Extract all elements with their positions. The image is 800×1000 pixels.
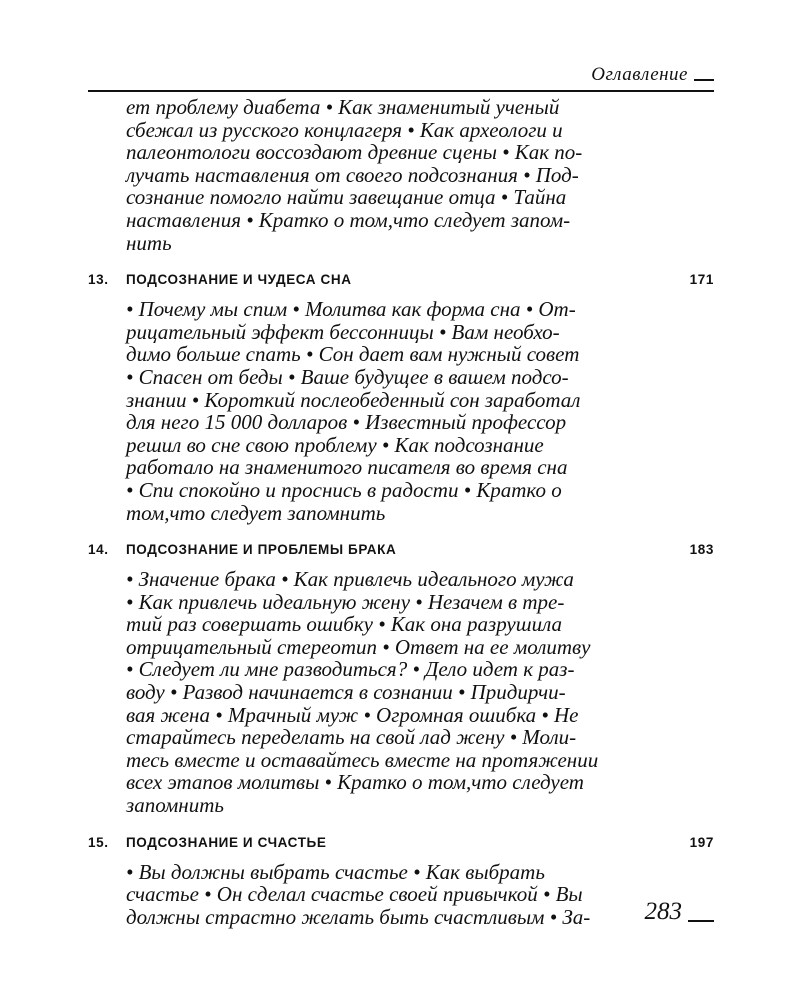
text-line: • Следует ли мне разводиться? • Дело идет к раз- <box>126 657 575 682</box>
chapter-number: 14. <box>88 542 109 558</box>
page-number: 283 <box>644 898 682 925</box>
text-line: рицательный эффект бессонницы • Вам необхо- <box>126 319 560 344</box>
text-line: решил во сне свою проблему • Как подсознание <box>126 432 544 457</box>
text-line: ет проблему диабета • Как знаменитый ученый <box>126 95 560 119</box>
footer-dash <box>688 920 714 922</box>
text-line: наставления • Кратко о том,что следует запом- <box>126 207 571 232</box>
text-line: должны страстно желать быть счастливым • За- <box>126 904 591 929</box>
text-line: сознание помогло найти завещание отца • Тайна <box>126 185 567 210</box>
running-head: Оглавление <box>591 64 688 85</box>
intro-paragraph <box>126 96 714 254</box>
text-line: тесь вместе и оставайтесь вместе на протяжении <box>126 747 599 772</box>
chapter-page: 197 <box>689 834 714 850</box>
text-line: всех этапов молитвы • Кратко о том,что следует <box>126 770 584 795</box>
text-line: нить <box>126 230 172 255</box>
chapter-heading[interactable] <box>88 542 714 568</box>
chapter-heading[interactable] <box>88 272 714 298</box>
text-line: • Спасен от беды • Ваше будущее в вашем подсо- <box>126 364 569 389</box>
chapter-page: 171 <box>689 272 714 288</box>
text-line: для него 15 000 долларов • Известный профессор <box>126 410 567 435</box>
chapter-number: 13. <box>88 272 109 288</box>
text-line: старайтесь переделать на свой лад жену • Моли- <box>126 725 577 750</box>
chapter-heading[interactable] <box>88 835 714 861</box>
text-line: отрицательный стереотип • Ответ на ее молитву <box>126 634 591 659</box>
chapter-number: 15. <box>88 834 109 850</box>
text-line: лучать наставления от своего подсознания • Под- <box>126 162 579 187</box>
chapter-title: ПОДСОЗНАНИЕ И СЧАСТЬЕ <box>126 834 327 850</box>
toc-body <box>88 96 714 928</box>
text-line: счастье • Он сделал счастье своей привычкой • Вы <box>126 882 583 907</box>
text-line: • Вы должны выбрать счастье • Как выбрать <box>126 859 545 884</box>
text-line: палеонтологи воссоздают древние сцены • Как по- <box>126 140 583 165</box>
text-line: димо больше спать • Сон дает вам нужный совет <box>126 342 580 367</box>
text-line: • Как привлечь идеальную жену • Незачем в тре- <box>126 589 565 614</box>
chapter-contents <box>126 568 714 817</box>
chapter-title: ПОДСОЗНАНИЕ И ПРОБЛЕМЫ БРАКА <box>126 542 397 558</box>
text-line: запомнить <box>126 793 224 818</box>
text-line: знании • Короткий послеобеденный сон заработал <box>126 387 581 412</box>
chapter-contents <box>126 298 714 524</box>
text-line: работало на знаменитого писателя во время сна <box>126 455 568 480</box>
text-line: сбежал из русского концлагеря • Как археологи и <box>126 117 563 142</box>
header-dash <box>694 79 714 81</box>
chapter-14 <box>88 542 714 817</box>
chapter-13 <box>88 272 714 524</box>
chapter-title: ПОДСОЗНАНИЕ И ЧУДЕСА СНА <box>126 272 352 288</box>
text-line: • Спи спокойно и проснись в радости • Кратко о <box>126 477 562 502</box>
text-line: • Значение брака • Как привлечь идеального мужа <box>126 567 574 592</box>
text-line: вая жена • Мрачный муж • Огромная ошибка • Не <box>126 702 579 727</box>
page-footer <box>620 898 714 928</box>
text-line: • Почему мы спим • Молитва как форма сна • От- <box>126 297 576 322</box>
text-line: тий раз совершать ошибку • Как она разрушила <box>126 612 563 637</box>
header-rule <box>88 90 714 92</box>
text-line: том,что следует запомнить <box>126 500 386 525</box>
text-line: воду • Развод начинается в сознании • Придирчи- <box>126 680 566 705</box>
chapter-page: 183 <box>689 542 714 558</box>
